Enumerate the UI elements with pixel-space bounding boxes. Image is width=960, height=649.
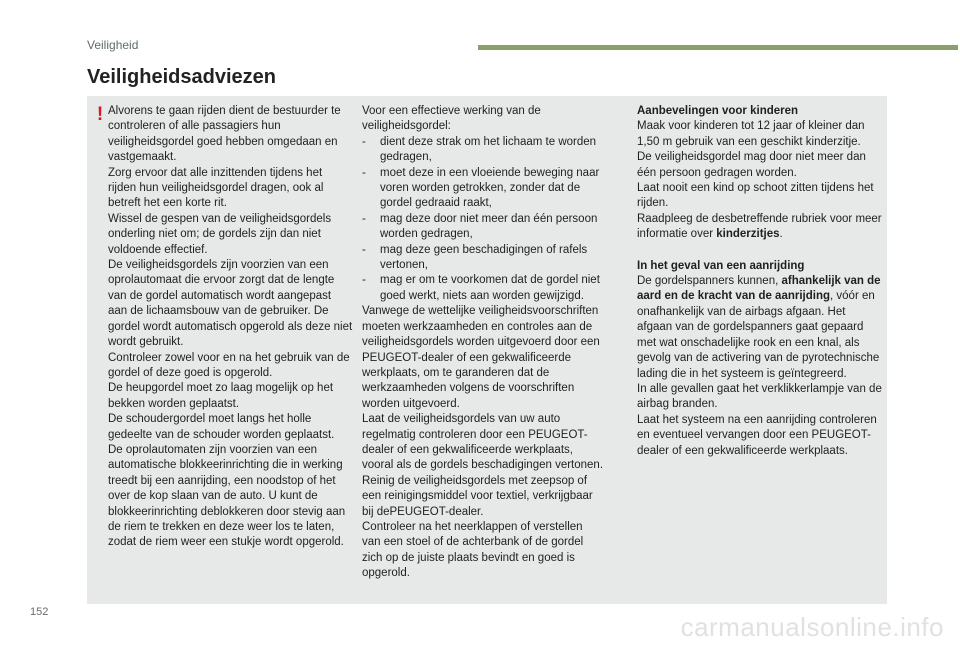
exclamation-icon: ! bbox=[96, 104, 104, 125]
recommendations-column bbox=[637, 104, 883, 459]
collision-heading: In het geval van een aanrijding bbox=[637, 259, 805, 272]
emphasis: kinderzitjes bbox=[716, 228, 780, 241]
section-label: Veiligheid bbox=[87, 38, 139, 52]
list-item-text: moet deze in een vloeiende beweging naar voren worden getrokken, zonder dat de gordel gedraaid raakt, bbox=[380, 166, 600, 210]
body-paragraph: De gordelspanners kunnen, afhankelijk van de aard en de kracht van de aanrijding, vóór en onafhankelijk van de airbags afgaan. Het afgaan van de gordelspanners gaat gepaard met wat onschadelijke rook en een knal, als gevolg van de activering van de pyrotechnische lading die in het systeem is geïntegreerd. bbox=[637, 275, 881, 380]
warning-paragraph: Controleer zowel voor en na het gebruik van de gordel of deze goed is opgerold. bbox=[108, 351, 350, 379]
body-paragraph: Laat de veiligheidsgordels van uw auto regelmatig controleren door een PEUGEOT-dealer of een gekwalificeerde werkplaats, vooral als de gordels beschadigingen vertonen. bbox=[362, 413, 604, 472]
intro-text: Voor een effectieve werking van de veiligheidsgordel: bbox=[362, 105, 541, 133]
list-item: - mag deze door niet meer dan één persoon worden gedragen, bbox=[362, 212, 604, 243]
body-paragraph: In alle gevallen gaat het verklikkerlampje van de airbag branden. bbox=[637, 382, 882, 411]
effectiveness-column bbox=[362, 104, 604, 582]
warning-paragraph: De heupgordel moet zo laag mogelijk op het bekken worden geplaatst. bbox=[108, 382, 334, 410]
body-paragraph: Raadpleeg de desbetreffende rubriek voor meer informatie over kinderzitjes. bbox=[637, 212, 882, 241]
emphasis: afhankelijk van de aard en de kracht van de aanrijding bbox=[637, 275, 881, 303]
body-paragraph: De veiligheidsgordel mag door niet meer dan één persoon gedragen worden. bbox=[637, 151, 866, 179]
body-paragraph: Vanwege de wettelijke veiligheidsvoorschriften moeten werkzaamheden en controles aan de veiligheidsgordels worden uitgevoerd door een PEUGEOT-dealer of een gekwalificeerde werkplaats, om te garanderen dat de werkzaamheden volgens de voorschriften worden uitgevoerd. bbox=[362, 305, 600, 410]
body-paragraph: Laat het systeem na een aanrijding controleren en eventueel vervangen door een PEUGEOT-dealer of een gekwalificeerde werkplaats. bbox=[637, 413, 877, 457]
list-item: - moet deze in een vloeiende beweging naar voren worden getrokken, zonder dat de gordel gedraaid raakt, bbox=[362, 166, 604, 212]
body-paragraph: Maak voor kinderen tot 12 jaar of kleiner dan 1,50 m gebruik van een geschikt kinderzitje. bbox=[637, 120, 865, 148]
list-item: - mag er om te voorkomen dat de gordel niet goed werkt, niets aan worden gewijzigd. bbox=[362, 273, 604, 304]
body-paragraph: Laat nooit een kind op schoot zitten tijdens het rijden. bbox=[637, 182, 874, 210]
warning-paragraph: Wissel de gespen van de veiligheidsgordels onderling niet om; de gordels zijn dan niet voldoende effectief. bbox=[108, 212, 332, 256]
warning-paragraph: De veiligheidsgordels zijn voorzien van een oprolautomaat die ervoor zorgt dat de lengte van de gordel automatisch wordt aangepast aan de lichaamsbouw van de gebruiker. De gordel wordt automatisch opgerold als deze niet wordt gebruikt. bbox=[108, 259, 353, 349]
body-paragraph: Controleer na het neerklappen of verstellen van een stoel of de achterbank of de gordel zich op de juiste plaats bevindt en goed is opgerold. bbox=[362, 520, 584, 580]
list-item-text: mag deze geen beschadigingen of rafels vertonen, bbox=[380, 243, 588, 272]
page-title: Veiligheidsadviezen bbox=[87, 66, 276, 88]
page-number: 152 bbox=[30, 606, 49, 618]
header-bar bbox=[478, 45, 958, 50]
list-item: - dient deze strak om het lichaam te worden gedragen, bbox=[362, 135, 604, 166]
list-item-text: mag er om te voorkomen dat de gordel niet goed werkt, niets aan worden gewijzigd. bbox=[380, 274, 600, 302]
list-item-text: dient deze strak om het lichaam te worden gedragen, bbox=[380, 135, 597, 164]
warning-paragraph: Zorg ervoor dat alle inzittenden tijdens het rijden hun veiligheidsgordel dragen, ook al betreft het een korte rit. bbox=[108, 166, 324, 210]
warning-paragraph: De schoudergordel moet langs het holle gedeelte van de schouder worden geplaatst. bbox=[108, 413, 335, 441]
list-item: - mag deze geen beschadigingen of rafels vertonen, bbox=[362, 243, 604, 274]
children-heading: Aanbevelingen voor kinderen bbox=[637, 105, 799, 117]
watermark: carmanualsonline.info bbox=[680, 612, 944, 642]
list-item-text: mag deze door niet meer dan één persoon worden gedragen, bbox=[380, 212, 598, 241]
body-paragraph: Reinig de veiligheidsgordels met zeepsop of een reinigingsmiddel voor textiel, verkrijgbaar bij dePEUGEOT-dealer. bbox=[362, 474, 593, 518]
warning-paragraph: Alvorens te gaan rijden dient de bestuurder te controleren of alle passagiers hun veiligheidsgordel goed hebben omgedaan en vastgemaakt. bbox=[108, 105, 341, 164]
warning-paragraph: De oprolautomaten zijn voorzien van een automatische blokkeerinrichting die in werking treedt bij een aanrijding, een noodstop of het over de kop slaan van de auto. U kunt de blokkeerinrichting deblokkeren door stevig aan de riem te trekken en deze weer los te laten, zodat de riem weer een stukje wordt opgerold. bbox=[108, 443, 346, 549]
warning-column bbox=[108, 104, 353, 551]
